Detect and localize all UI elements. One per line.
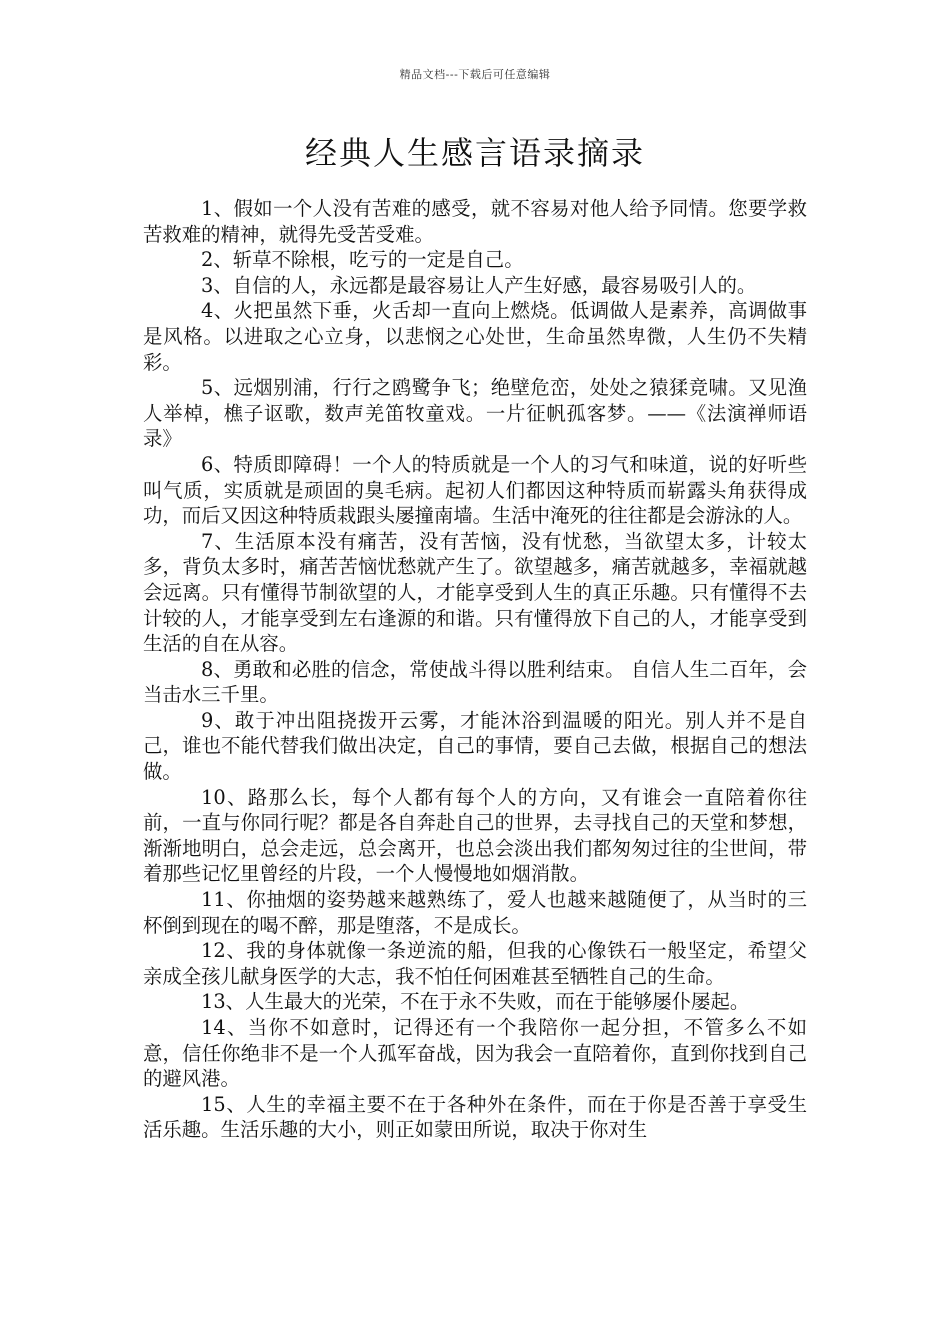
paragraph: 3、自信的人，永远都是最容易让人产生好感，最容易吸引人的。	[201, 273, 757, 297]
paragraph: 10、路那么长，每个人都有每个人的方向，又有谁会一直陪着你往前，一直与你同行呢？都是各自奔赴自己的世界，去寻找自己的天堂和梦想，渐渐地明白，总会走远，总会离开，也总会淡出我们都匆匆过往的尘世间，带着那些记忆里曾经的片段，一个人慢慢地如烟消散。	[143, 785, 807, 886]
paragraph: 4、火把虽然下垂，火舌却一直向上燃烧。低调做人是素养，高调做事是风格。以进取之心立身，以悲悯之心处世，生命虽然卑微，人生仍不失精彩。	[143, 299, 807, 374]
paragraph: 9、敢于冲出阻挠拨开云雾，才能沐浴到温暖的阳光。别人并不是自己，谁也不能代替我们做出决定，自己的事情，要自己去做，根据自己的想法做。	[143, 708, 807, 784]
paragraph: 5、远烟别浦，行行之鸥鹭争飞；绝壁危峦，处处之猿猱竞啸。又见渔人举棹，樵子讴歌，数声羌笛牧童戏。一片征帆孤客梦。——《法演禅师语录》	[143, 376, 807, 451]
document-body	[143, 196, 807, 1143]
paragraph: 8、勇敢和必胜的信念，常使战斗得以胜利结束。 自信人生二百年，会当击水三千里。	[143, 657, 807, 707]
page-title: 经典人生感言语录摘录	[304, 134, 645, 172]
paragraph: 15、人生的幸福主要不在于各种外在条件，而在于你是否善于享受生活乐趣。生活乐趣的大小，则正如蒙田所说，取决于你对生	[143, 1092, 807, 1142]
paragraph: 7、生活原本没有痛苦，没有苦恼，没有忧愁，当欲望太多，计较太多，背负太多时，痛苦苦恼忧愁就产生了。欲望越多，痛苦就越多，幸福就越会远离。只有懂得节制欲望的人，才能享受到人生的真正乐趣。只有懂得不去计较的人，才能享受到左右逢源的和谐。只有懂得放下自己的人，才能享受到生活的自在从容。	[143, 529, 807, 656]
paragraph: 2、斩草不除根，吃亏的一定是自己。	[201, 248, 524, 272]
paragraph: 1、假如一个人没有苦难的感受，就不容易对他人给予同情。您要学救苦救难的精神，就得先受苦受难。	[143, 197, 807, 246]
paragraph: 11、你抽烟的姿势越来越熟练了，爱人也越来越随便了，从当时的三杯倒到现在的喝不醉，那是堕落，不是成长。	[143, 888, 807, 937]
header-note: 精品文档---下载后可任意编辑	[399, 68, 551, 81]
paragraph: 6、特质即障碍！一个人的特质就是一个人的习气和味道，说的好听些叫气质，实质就是顽固的臭毛病。起初人们都因这种特质而崭露头角获得成功，而后又因这种特质栽跟头屡撞南墙。生活中淹死的往往都是会游泳的人。	[143, 452, 807, 528]
paragraph: 12、我的身体就像一条逆流的船，但我的心像铁石一般坚定，希望父亲成全孩儿献身医学的大志，我不怕任何困难甚至牺牲自己的生命。	[143, 939, 807, 988]
paragraph: 14、当你不如意时，记得还有一个我陪你一起分担，不管多么不如意，信任你绝非不是一个人孤军奋战，因为我会一直陪着你，直到你找到自己的避风港。	[143, 1016, 807, 1091]
paragraph: 13、人生最大的光荣，不在于永不失败，而在于能够屡仆屡起。	[201, 990, 750, 1014]
